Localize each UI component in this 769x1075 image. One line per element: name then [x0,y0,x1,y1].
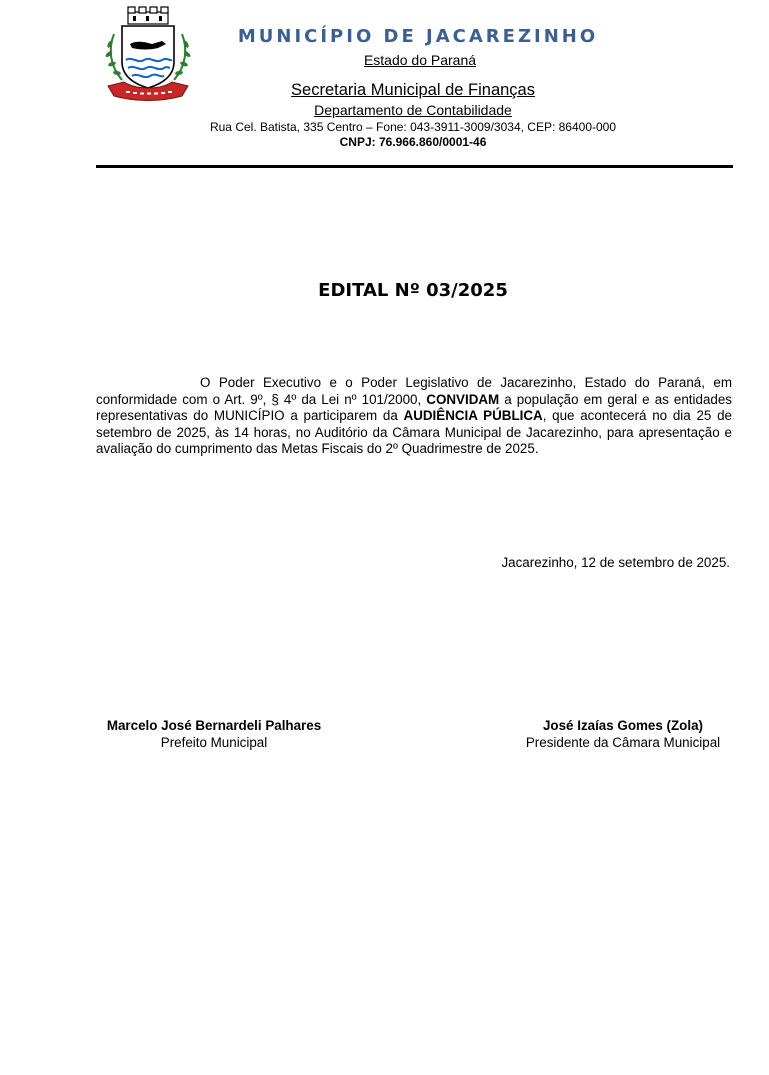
body-part-3: , que acontecerá no dia 25 de setembro de 2025, às 14 horas, no Auditório da Câmara Municipal de Jacarezinho, para apresentação e avaliação do cumprimento das Metas Fiscais do 2º Quadrimestre de 2025. [96,408,732,457]
municipal-coat-of-arms-icon [100,4,196,104]
body-part-1: O Poder Executivo e o Poder Legislativo de Jacarezinho, Estado do Paraná, em conformidade com o Art. 9º, § 4º da Lei nº 101/2000, [96,375,732,407]
cnpj-line: CNPJ: 76.966.860/0001-46 [339,135,487,149]
signature-block-council-president [508,717,738,751]
signature-name: José Izaías Gomes (Zola) [542,718,703,733]
address-line: Rua Cel. Batista, 335 Centro – Fone: 043-3911-3009/3034, CEP: 86400-000 [209,120,617,134]
edital-body [96,375,732,458]
signature-role: Presidente da Câmara Municipal [525,735,721,750]
body-part-2: a população em geral e as entidades representativas do MUNICÍPIO a participarem da [96,391,732,424]
signature-role: Prefeito Municipal [160,735,268,750]
header-divider [96,165,733,168]
state-name: Estado do Paraná [363,52,477,68]
signature-name: Marcelo José Bernardeli Palhares [106,718,322,733]
secretariat-name: Secretaria Municipal de Finanças [291,81,535,99]
department-name: Departamento de Contabilidade [314,102,512,118]
body-audiencia: AUDIÊNCIA PÚBLICA [403,408,543,424]
edital-title: EDITAL Nº 03/2025 [318,280,508,301]
signature-block-mayor [92,717,336,751]
municipality-title: MUNICÍPIO DE JACAREZINHO [237,26,599,47]
document-date: Jacarezinho, 12 de setembro de 2025. [501,555,730,570]
body-convidam: CONVIDAM [426,391,500,407]
